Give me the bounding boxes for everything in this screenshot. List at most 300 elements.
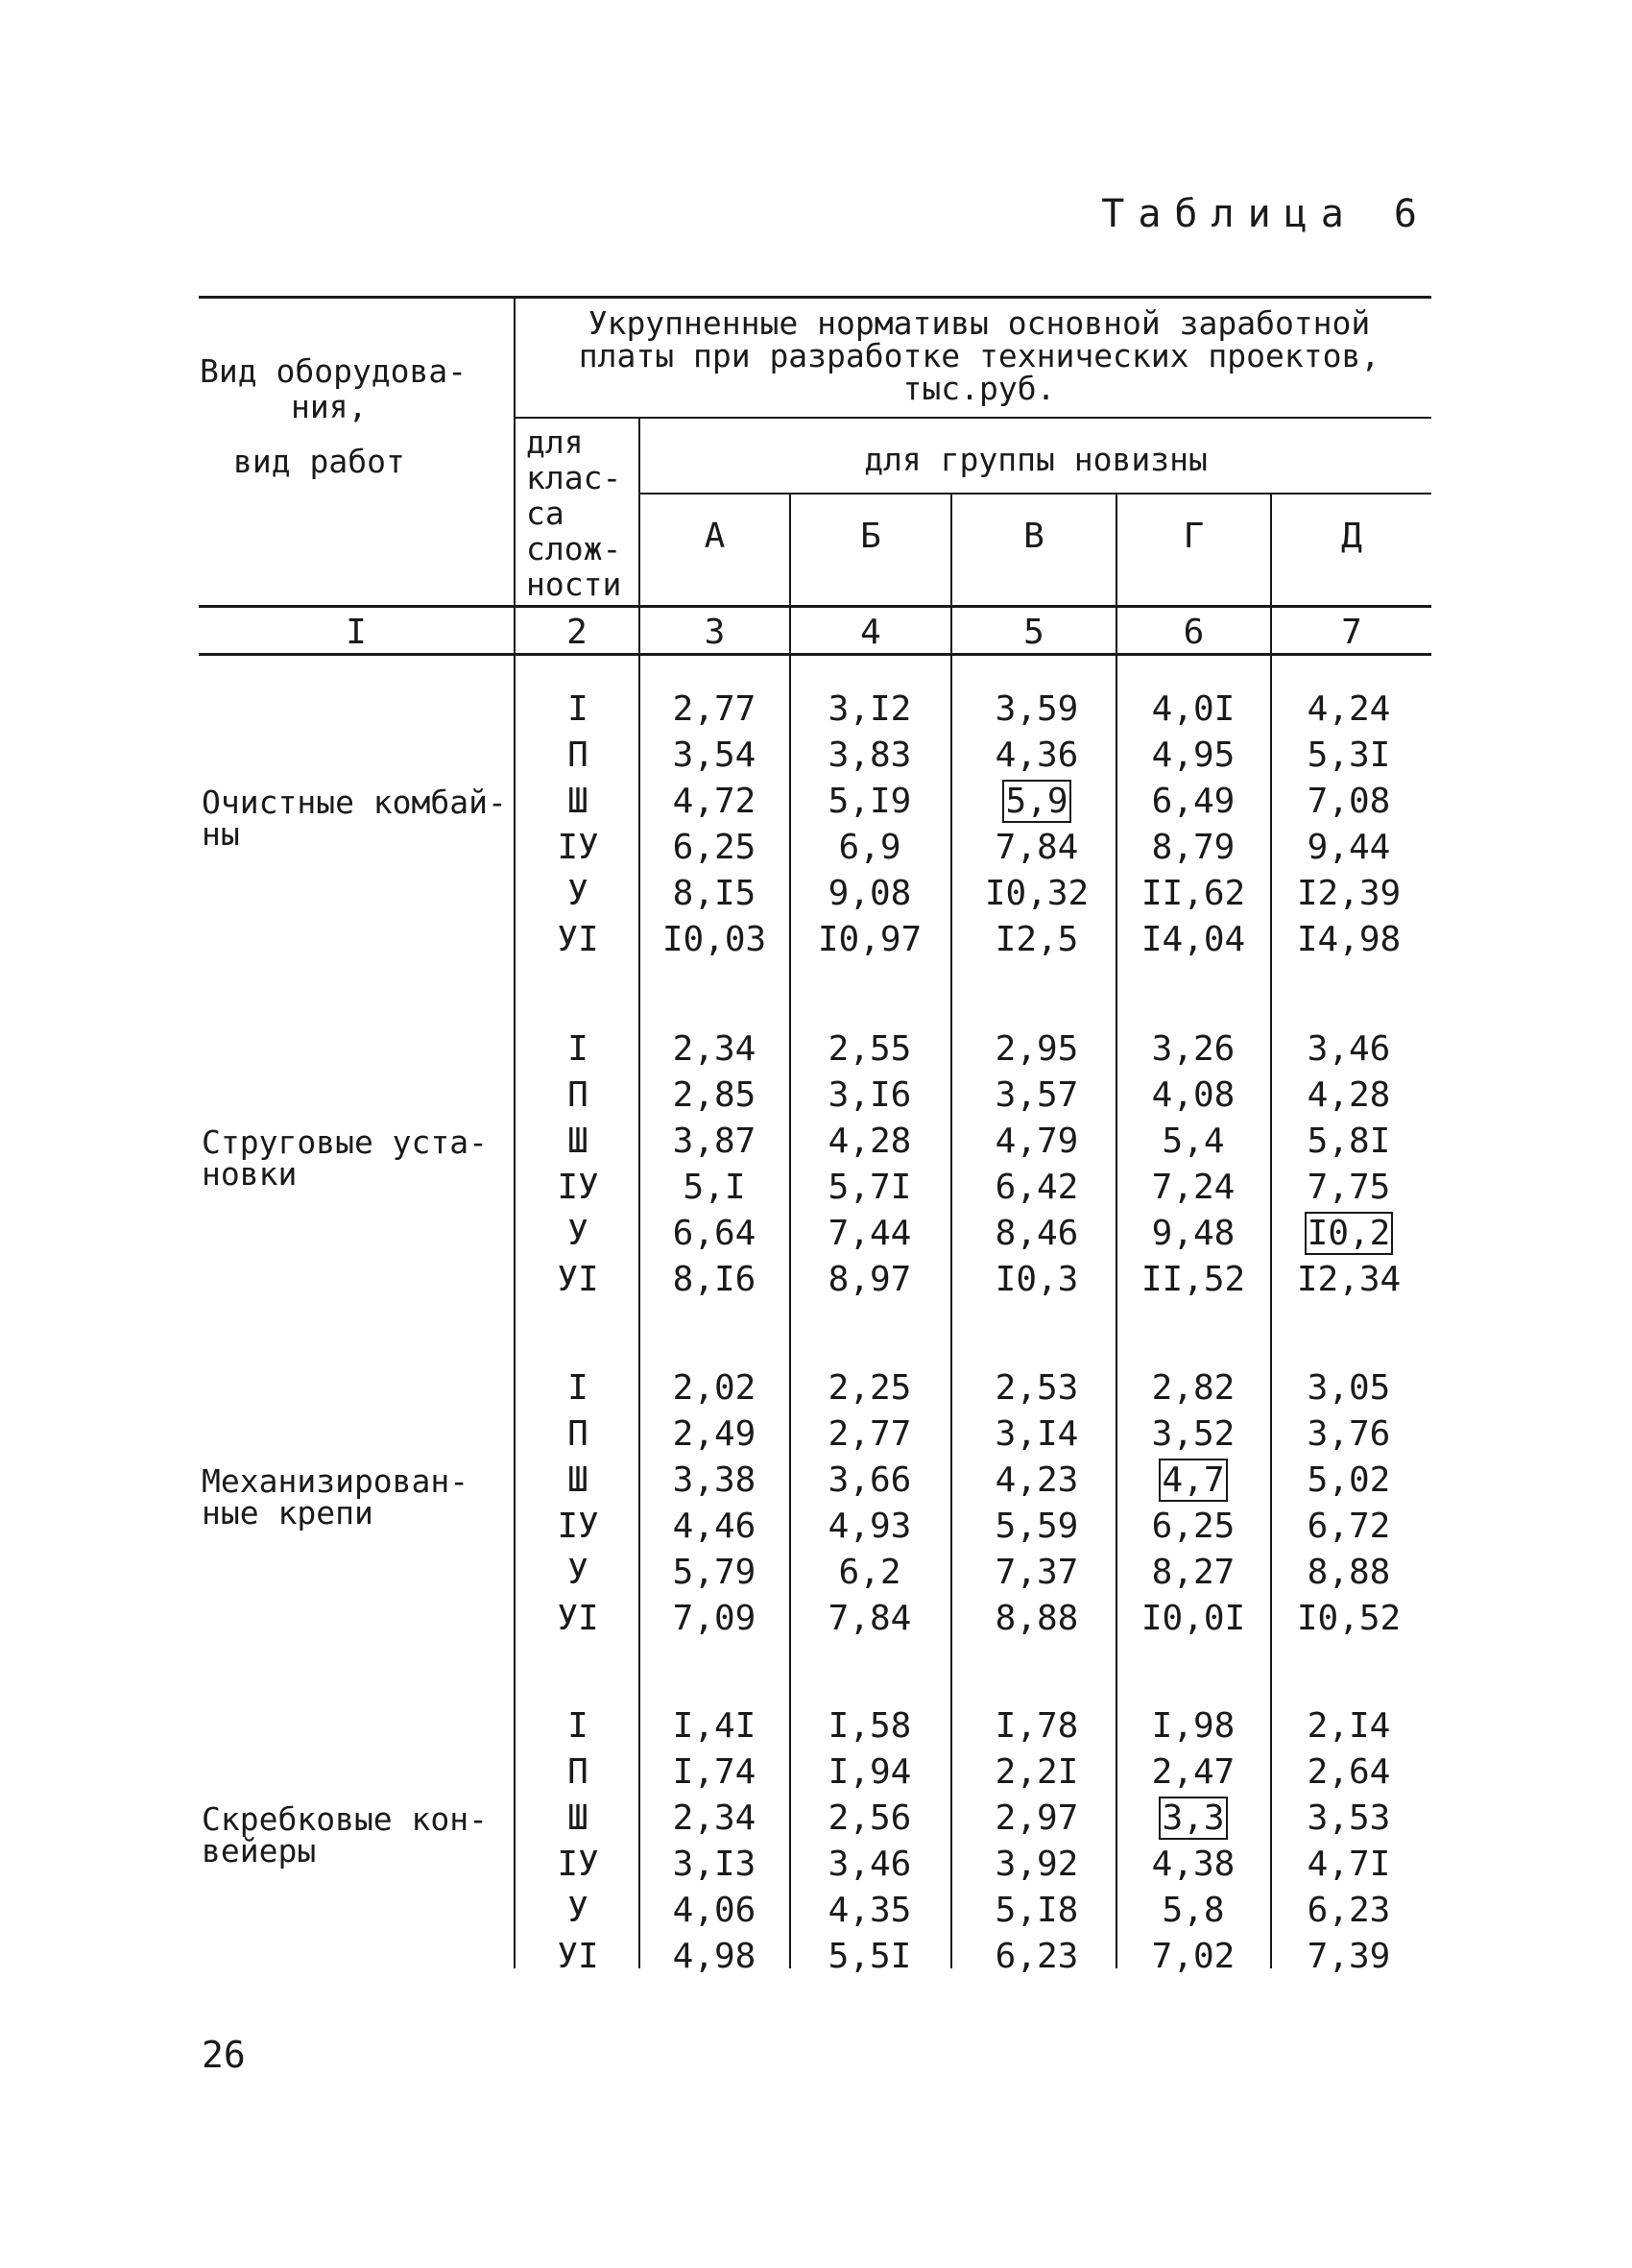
table-cell	[637, 1165, 791, 1211]
table-cell	[637, 1119, 791, 1165]
cell-value: 7,08	[1307, 782, 1391, 821]
table-cell	[1116, 917, 1270, 963]
table-cell	[1116, 779, 1270, 825]
cell-value: 7,24	[1151, 1168, 1236, 1207]
cell-value: 4,28	[828, 1122, 912, 1161]
cell-value: 5,59	[995, 1507, 1079, 1546]
complexity-class: П	[567, 1752, 588, 1792]
cell-value: 8,27	[1151, 1553, 1236, 1592]
cell-value: 2,77	[828, 1414, 912, 1454]
complexity-class: УI	[557, 1937, 599, 1976]
table-cell	[960, 1888, 1114, 1934]
cell-value: 3,I2	[828, 689, 912, 729]
cell-value: 5,I	[683, 1168, 746, 1207]
complexity-class: IУ	[557, 828, 599, 867]
cell-value: 3,59	[995, 689, 1079, 729]
cell-value: I,58	[828, 1706, 912, 1746]
table-cell	[960, 1934, 1114, 1980]
page-number: 26	[202, 2034, 246, 2076]
table-cell	[1272, 1550, 1426, 1596]
cell-value: I4,04	[1140, 920, 1246, 959]
group-name-line: Скребковые кон-	[202, 1800, 489, 1838]
table-cell	[793, 1504, 947, 1550]
cell-value: 9,44	[1307, 828, 1391, 867]
table-cell	[793, 1796, 947, 1842]
table-cell	[1116, 1934, 1270, 1980]
cell-value: 3,46	[1307, 1029, 1391, 1069]
group-name-line: Струговые уста-	[202, 1123, 489, 1161]
cell-value: 4,79	[995, 1122, 1079, 1161]
table-cell	[960, 1211, 1114, 1257]
table-cell	[637, 1842, 791, 1888]
table-cell	[637, 1749, 791, 1796]
complexity-class: IУ	[557, 1507, 599, 1546]
table-cell	[637, 1703, 791, 1749]
boxed-value: 3,3	[1159, 1797, 1227, 1840]
table-cell	[793, 1211, 947, 1257]
table-cell	[1116, 825, 1270, 871]
column-number-5: 5	[1023, 613, 1044, 652]
group-name-line: вейеры	[202, 1832, 317, 1870]
cell-value: 6,23	[1307, 1891, 1391, 1930]
cell-value: 4,95	[1151, 736, 1236, 775]
table-cell	[960, 1411, 1114, 1458]
column-number-6: 6	[1183, 613, 1205, 652]
table-cell	[793, 1458, 947, 1504]
equipment-col-header	[200, 353, 512, 479]
table-cell	[637, 1411, 791, 1458]
table-cell	[1272, 1796, 1426, 1842]
novelty-group-2: Б	[860, 517, 881, 556]
boxed-value: I0,2	[1305, 1212, 1394, 1255]
table-cell	[637, 1596, 791, 1642]
equipment-col-header-line: вид работ	[233, 443, 405, 480]
table-cell	[1116, 1365, 1270, 1411]
class-col-header-line: са	[526, 495, 564, 532]
cell-value: I2,34	[1296, 1260, 1402, 1299]
table-cell	[1272, 1703, 1426, 1749]
cell-value: 2,56	[828, 1798, 912, 1838]
cell-value: I0,32	[984, 874, 1090, 913]
cell-value: 3,I3	[672, 1845, 756, 1884]
class-col-header-line: ности	[526, 566, 622, 603]
main-title-header	[528, 304, 1430, 407]
table-cell	[1272, 917, 1426, 963]
cell-value: 2,97	[995, 1798, 1079, 1838]
complexity-class: Ш	[567, 782, 588, 821]
table-cell	[1272, 1504, 1426, 1550]
table-cell	[1272, 1257, 1426, 1303]
table-cell	[793, 917, 947, 963]
table-cell	[960, 825, 1114, 871]
table-cell	[793, 1411, 947, 1458]
table-cell	[960, 1796, 1114, 1842]
cell-value: 8,97	[828, 1260, 912, 1299]
complexity-class: I	[567, 689, 588, 729]
cell-value: 6,25	[672, 828, 756, 867]
table-cell	[1116, 1119, 1270, 1165]
boxed-value: 5,9	[1002, 780, 1070, 823]
cell-value: 3,57	[995, 1075, 1079, 1115]
table-cell	[960, 779, 1114, 825]
table-cell	[637, 871, 791, 917]
cell-value: 4,36	[995, 736, 1079, 775]
complexity-class: IУ	[557, 1845, 599, 1884]
table-cell	[637, 779, 791, 825]
table-cell	[793, 1934, 947, 1980]
class-col-header-line: клас-	[526, 459, 622, 496]
cell-value: 7,39	[1307, 1937, 1391, 1976]
table-cell	[1116, 1411, 1270, 1458]
cell-value: 9,08	[828, 874, 912, 913]
cell-value: 5,4	[1162, 1122, 1225, 1161]
cell-value: 8,I6	[672, 1260, 756, 1299]
table-cell	[1272, 1411, 1426, 1458]
cell-value: 2,34	[672, 1798, 756, 1838]
table-cell	[793, 825, 947, 871]
main-title-line: тыс.руб.	[902, 370, 1056, 407]
table-cell	[637, 1796, 791, 1842]
table-cell	[793, 1888, 947, 1934]
table-cell	[637, 1934, 791, 1980]
novelty-group-5: Д	[1341, 517, 1362, 556]
cell-value: 7,84	[828, 1599, 912, 1638]
table-cell	[1116, 1026, 1270, 1073]
table-cell	[1272, 1211, 1426, 1257]
complexity-class: П	[567, 736, 588, 775]
table-cell	[1272, 779, 1426, 825]
cell-value: 7,84	[995, 828, 1079, 867]
class-col-header-line: слож-	[526, 530, 622, 567]
cell-value: 4,06	[672, 1891, 756, 1930]
group-name	[202, 784, 509, 853]
cell-value: II,52	[1140, 1260, 1246, 1299]
header-divider-rule	[516, 417, 1431, 419]
table-cell	[1272, 1888, 1426, 1934]
cell-value: 8,88	[995, 1599, 1079, 1638]
table-cell	[1272, 1842, 1426, 1888]
table-cell	[637, 687, 791, 733]
complexity-class: УI	[557, 1599, 599, 1638]
cell-value: 2,55	[828, 1029, 912, 1069]
table-cell	[793, 1257, 947, 1303]
table-cell	[960, 1749, 1114, 1796]
cell-value: 7,02	[1151, 1937, 1236, 1976]
table-cell	[1116, 1703, 1270, 1749]
group-name-line: Механизирован-	[202, 1462, 469, 1500]
novelty-group-4: Г	[1183, 517, 1205, 556]
table-cell	[1272, 1458, 1426, 1504]
table-cell	[960, 1026, 1114, 1073]
table-cell	[1272, 1934, 1426, 1980]
cell-value: I4,98	[1296, 920, 1402, 959]
column-number-2: 2	[566, 613, 588, 652]
cell-value: 4,46	[672, 1507, 756, 1546]
table-cell	[637, 1504, 791, 1550]
cell-value: 4,0I	[1151, 689, 1236, 729]
column-number-rule	[199, 653, 1431, 656]
cell-value: 2,34	[672, 1029, 756, 1069]
group-name	[202, 1123, 509, 1193]
equipment-col-header-line: Вид оборудова-	[200, 352, 468, 390]
table-cell	[1272, 825, 1426, 871]
table-cell	[1116, 1888, 1270, 1934]
group-name	[202, 1462, 509, 1532]
complexity-class: УI	[557, 1260, 599, 1299]
complexity-class: Ш	[567, 1460, 588, 1500]
cell-value: 5,I8	[995, 1891, 1079, 1930]
cell-value: I,4I	[672, 1706, 756, 1746]
cell-value: 4,7I	[1307, 1845, 1391, 1884]
cell-value: I,78	[995, 1706, 1079, 1746]
cell-value: 3,52	[1151, 1414, 1236, 1454]
table-cell	[960, 1165, 1114, 1211]
table-top-rule	[199, 296, 1431, 299]
table-cell	[637, 917, 791, 963]
cell-value: 3,87	[672, 1122, 756, 1161]
cell-value: 7,75	[1307, 1168, 1391, 1207]
cell-value: I,98	[1151, 1706, 1236, 1746]
table-cell	[793, 733, 947, 779]
table-cell	[960, 1504, 1114, 1550]
table-cell	[1272, 1073, 1426, 1119]
cell-value: 3,66	[828, 1460, 912, 1500]
complexity-class: П	[567, 1414, 588, 1454]
cell-value: 3,I4	[995, 1414, 1079, 1454]
table-cell	[1116, 1458, 1270, 1504]
column-number-7: 7	[1341, 613, 1362, 652]
table-cell	[637, 1888, 791, 1934]
complexity-class: УI	[557, 920, 599, 959]
table-cell	[793, 1073, 947, 1119]
main-title-line: Укрупненные нормативы основной заработной	[588, 304, 1371, 342]
cell-value: 5,7I	[828, 1168, 912, 1207]
table-cell	[960, 1550, 1114, 1596]
table-cell	[793, 1119, 947, 1165]
cell-value: 4,08	[1151, 1075, 1236, 1115]
complexity-class: У	[567, 874, 588, 913]
table-cell	[793, 1365, 947, 1411]
cell-value: I,74	[672, 1752, 756, 1792]
table-cell	[637, 1550, 791, 1596]
complexity-class: Ш	[567, 1122, 588, 1161]
cell-value: 4,35	[828, 1891, 912, 1930]
cell-value: 4,23	[995, 1460, 1079, 1500]
cell-value: 4,28	[1307, 1075, 1391, 1115]
table-cell	[637, 1211, 791, 1257]
cell-value: 5,I9	[828, 782, 912, 821]
cell-value: 4,24	[1307, 689, 1391, 729]
cell-value: 3,53	[1307, 1798, 1391, 1838]
table-cell	[960, 1596, 1114, 1642]
cell-value: 6,49	[1151, 782, 1236, 821]
table-cell	[1272, 1365, 1426, 1411]
cell-value: 6,9	[838, 828, 901, 867]
main-title-line: платы при разработке технических проектов,	[578, 337, 1380, 374]
table-cell	[960, 687, 1114, 733]
group-name-line: новки	[202, 1155, 298, 1193]
cell-value: 4,72	[672, 782, 756, 821]
cell-value: II,62	[1140, 874, 1246, 913]
cell-value: 3,05	[1307, 1368, 1391, 1408]
table-cell	[793, 687, 947, 733]
cell-value: 2,64	[1307, 1752, 1391, 1792]
cell-value: 5,79	[672, 1553, 756, 1592]
complexity-class: IУ	[557, 1168, 599, 1207]
cell-value: 6,42	[995, 1168, 1079, 1207]
group-name-line: Очистные комбай-	[202, 784, 507, 821]
table-cell	[1272, 871, 1426, 917]
cell-value: I0,3	[995, 1260, 1079, 1299]
table-cell	[1116, 1796, 1270, 1842]
table-cell	[1116, 1165, 1270, 1211]
cell-value: 7,09	[672, 1599, 756, 1638]
table-cell	[1272, 733, 1426, 779]
table-cell	[960, 1458, 1114, 1504]
table-cell	[1116, 1504, 1270, 1550]
table-cell	[960, 1257, 1114, 1303]
table-cell	[793, 871, 947, 917]
table-cell	[637, 825, 791, 871]
table-cell	[960, 1073, 1114, 1119]
complexity-class: У	[567, 1891, 588, 1930]
cell-value: 5,02	[1307, 1460, 1391, 1500]
table-cell	[1272, 1119, 1426, 1165]
cell-value: I,94	[828, 1752, 912, 1792]
cell-value: 3,83	[828, 736, 912, 775]
group-name	[202, 1800, 509, 1870]
table-cell	[793, 1842, 947, 1888]
column-number-1: I	[346, 613, 367, 652]
cell-value: 2,47	[1151, 1752, 1236, 1792]
table-cell	[1272, 1026, 1426, 1073]
table-cell	[793, 1749, 947, 1796]
table-cell	[793, 1165, 947, 1211]
table-cell	[793, 1026, 947, 1073]
cell-value: 3,38	[672, 1460, 756, 1500]
cell-value: 9,48	[1151, 1214, 1236, 1253]
header-bottom-rule	[199, 605, 1431, 608]
cell-value: 3,54	[672, 736, 756, 775]
table-cell	[637, 1026, 791, 1073]
cell-value: 2,I4	[1307, 1706, 1391, 1746]
table-cell	[1116, 1073, 1270, 1119]
table-cell	[1116, 1257, 1270, 1303]
cell-value: 3,92	[995, 1845, 1079, 1884]
column-number-3: 3	[704, 613, 726, 652]
class-col-header	[526, 424, 636, 602]
cell-value: I0,03	[661, 920, 767, 959]
cell-value: 8,46	[995, 1214, 1079, 1253]
novelty-group-1: А	[704, 517, 726, 556]
cell-value: 2,53	[995, 1368, 1079, 1408]
table-cell	[960, 733, 1114, 779]
cell-value: 2,95	[995, 1029, 1079, 1069]
novelty-group-title: для группы новизны	[864, 441, 1208, 478]
complexity-class: I	[567, 1706, 588, 1746]
table-cell	[1116, 1596, 1270, 1642]
cell-value: 4,93	[828, 1507, 912, 1546]
novelty-divider-rule	[640, 493, 1431, 495]
table-cell	[637, 1257, 791, 1303]
cell-value: 6,23	[995, 1937, 1079, 1976]
cell-value: 3,I6	[828, 1075, 912, 1115]
cell-value: 8,88	[1307, 1553, 1391, 1592]
table-cell	[793, 1596, 947, 1642]
table-cell	[1272, 1596, 1426, 1642]
table-cell	[637, 733, 791, 779]
cell-value: 5,5I	[828, 1937, 912, 1976]
cell-value: 5,8	[1162, 1891, 1225, 1930]
cell-value: I2,5	[995, 920, 1079, 959]
table-cell	[793, 779, 947, 825]
cell-value: 4,38	[1151, 1845, 1236, 1884]
cell-value: I0,0I	[1140, 1599, 1246, 1638]
cell-value: I0,52	[1296, 1599, 1402, 1638]
complexity-class: I	[567, 1029, 588, 1069]
table-cell	[1116, 1211, 1270, 1257]
complexity-class: У	[567, 1553, 588, 1592]
cell-value: 2,82	[1151, 1368, 1236, 1408]
boxed-value: 4,7	[1159, 1459, 1227, 1502]
table-cell	[960, 1365, 1114, 1411]
complexity-class: Ш	[567, 1798, 588, 1838]
cell-value: 2,49	[672, 1414, 756, 1454]
cell-value: 5,3I	[1307, 736, 1391, 775]
novelty-group-3: В	[1023, 517, 1044, 556]
table-cell	[1272, 1165, 1426, 1211]
table-cell	[1116, 1749, 1270, 1796]
cell-value: 6,2	[838, 1553, 901, 1592]
cell-value: 6,25	[1151, 1507, 1236, 1546]
cell-value: 6,64	[672, 1214, 756, 1253]
cell-value: 6,72	[1307, 1507, 1391, 1546]
cell-value: 2,85	[672, 1075, 756, 1115]
table-cell	[1116, 1550, 1270, 1596]
col-b-rule	[950, 495, 952, 1968]
class-col-header-line: для	[526, 423, 584, 461]
cell-value: 3,26	[1151, 1029, 1236, 1069]
table-cell	[1116, 871, 1270, 917]
cell-value: 2,77	[672, 689, 756, 729]
cell-value: 3,76	[1307, 1414, 1391, 1454]
column-number-4: 4	[860, 613, 881, 652]
equipment-col-header-line: ния,	[291, 388, 368, 425]
table-cell	[1272, 687, 1426, 733]
table-cell	[960, 917, 1114, 963]
table-cell	[637, 1365, 791, 1411]
complexity-class: П	[567, 1075, 588, 1115]
table-cell	[793, 1703, 947, 1749]
complexity-class: I	[567, 1368, 588, 1408]
table-cell	[1272, 1749, 1426, 1796]
cell-value: 7,44	[828, 1214, 912, 1253]
table-cell	[960, 1703, 1114, 1749]
group-name-line: ны	[202, 815, 240, 853]
table-cell	[637, 1073, 791, 1119]
cell-value: 8,79	[1151, 828, 1236, 867]
cell-value: 7,37	[995, 1553, 1079, 1592]
cell-value: 3,46	[828, 1845, 912, 1884]
cell-value: 2,2I	[995, 1752, 1079, 1792]
table-cell	[793, 1550, 947, 1596]
cell-value: 4,98	[672, 1937, 756, 1976]
group-name-line: ные крепи	[202, 1494, 373, 1532]
cell-value: 8,I5	[672, 874, 756, 913]
table-cell	[960, 1119, 1114, 1165]
table-cell	[1116, 733, 1270, 779]
complexity-class: У	[567, 1214, 588, 1253]
